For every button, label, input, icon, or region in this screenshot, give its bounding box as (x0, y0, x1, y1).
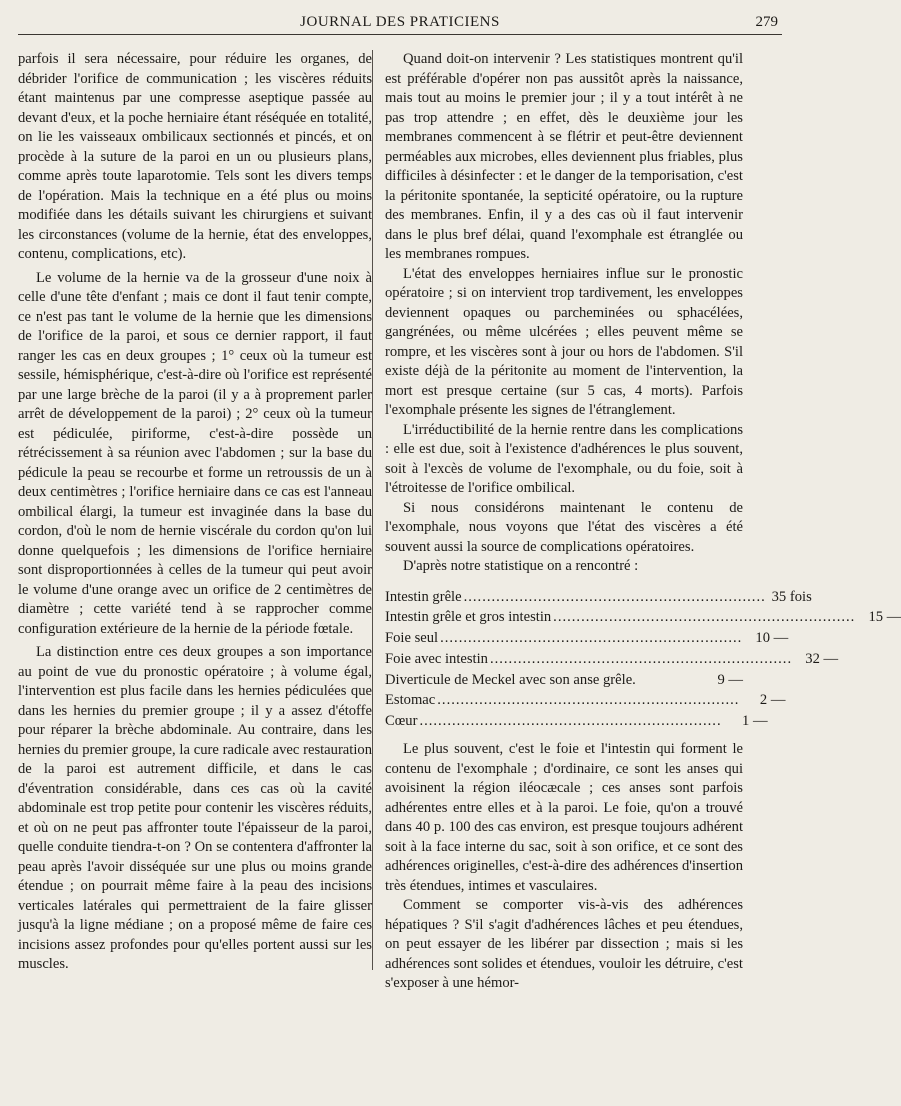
left-column (18, 50, 372, 975)
row-value: 9 — (717, 671, 743, 688)
journal-title: JOURNAL DES PRATICIENS (300, 14, 500, 30)
table-row (385, 711, 768, 732)
paragraph: Quand doit-on intervenir ? Les statistiques montrent qu'il est préférable d'opérer non pas aussitôt après la naissance, mais tout au moins le premier jour ; il y a tout intérêt à ne pas trop attendre ; en effet, dès le deuxième jour les membranes commencent à se flétrir et peut-être deviennent perméables aux microbes, elles deviennent plus friables, plus difficiles à désinfecter : et le danger de la temporisation, c'est la péritonite spontanée, la septicité opératoire, ou la rupture des membranes. Enfin, il y a des cas où il faut intervenir dans le plus bref délai, quand l'exomphale est étranglée ou les membranes rompues. (385, 51, 743, 262)
statistics-table (385, 587, 901, 733)
paragraph: Le plus souvent, c'est le foie et l'intestin qui forment le contenu de l'exomphale ; d'ordinaire, ce sont les anses qui avoisinent la région iléocæcale ; ces anses sont parfois adhérentes entre elles et à la paroi. Le foie, qu'on a trouvé dans 40 p. 100 des cas environ, est presque toujours adhérent soit à la face interne du sac, soit à son orifice, et ce sont des adhérences originelles, c'est-à-dire des adhérences d'insertion très étendues, intimes et vasculaires. (385, 741, 743, 894)
table-row (385, 607, 901, 628)
table-row (385, 649, 839, 670)
row-value: 15 — (868, 609, 901, 626)
paragraph: L'état des enveloppes herniaires influe sur le pronostic opératoire ; si on intervient trop tardivement, les enveloppes deviennent opaques ou parcheminées ou sphacélées, gangrénées, ou même ulcérées ; elles peuvent même se rompre, et les viscères sont à jour ou hors de l'abdomen. S'il existe déjà de la péritonite au moment de l'intervention, la mort est presque certaine (sur 5 cas, 4 morts). Parfois l'exomphale présente les signes de l'étranglement. (385, 265, 743, 418)
paragraph: parfois il sera nécessaire, pour réduire les organes, de débrider l'orifice de communication ; les viscères réduits étant maintenus par une compresse aseptique passée au devant d'eux, et la poche herniaire étant réséquée en totalité, on lie les vaisseaux ombilicaux sectionnés et pincés, et on procède à la suture de la paroi en un ou plusieurs plans, comme après toute laparotomie. Tels sont les divers temps de l'opération. Mais la technique en a été plus ou moins modifiée dans les détails suivant les chirurgiens et suivant les circonstances (volume de la hernie, état des enveloppes, contenu, complications, etc). (18, 51, 372, 262)
column-divider (372, 50, 373, 970)
running-header (18, 12, 782, 35)
row-label: Intestin grêle et gros intestin (385, 609, 552, 626)
paragraph: Comment se comporter vis-à-vis des adhérences hépatiques ? S'il s'agit d'adhérences lâches et peu étendues, on peut essayer de les libérer par dissection ; mais si les adhérences sont solides et étendues, vouloir les détruire, c'est s'exposer à une hémor- (385, 897, 743, 992)
row-value: 1 — (742, 713, 768, 730)
row-value: 10 — (755, 630, 789, 647)
row-value: 32 — (805, 650, 839, 667)
paragraph: Si nous considérons maintenant le contenu de l'exomphale, nous voyons que l'état des viscères a été souvent aussi la source de complications opératoires. (385, 499, 743, 555)
leader-dots: ................................................................. (553, 609, 856, 626)
table-row (385, 670, 743, 691)
row-label: Estomac (385, 692, 436, 709)
paragraph: La distinction entre ces deux groupes a son importance au point de vue du pronostic opératoire ; à volume égal, l'intervention est plus facile dans les hernies pédiculées que dans les hernies du premier groupe ; il y a assez d'étoffe pour réparer la brèche abdominale. Au contraire, dans les hernies du premier groupe, la cure radicale avec restauration de la paroi est autrement difficile, et dans le cas d'éventration considérable, dans ces cas où la cavité abdominale est trop petite pour contenir les viscères réduits, et où on ne peut pas affronter toute l'épaisseur de la paroi, quelle conduite tiendra-t-on ? On se contentera d'affronter la peau après l'avoir disséquée sur une plus ou moins grande étendue ; on pourrait même faire à la peau des incisions verticales latérales qui permettraient de la faire glisser jusqu'à la ligne médiane ; on a proposé même de faire ces incisions assez profondes pour qu'elles portent aussi sur les muscles. (18, 644, 372, 972)
paragraph: L'irréductibilité de la hernie rentre dans les complications : elle est due, soit à l'existence d'adhérences le plus souvent, soit à l'excès de volume de l'exomphale, ou du foie, soit à l'étroitesse de l'orifice ombilical. (385, 421, 743, 496)
leader-dots: ................................................................. (489, 650, 793, 667)
row-value: 2 — (759, 692, 786, 709)
table-row (385, 628, 789, 649)
page-number: 279 (755, 14, 778, 30)
right-column (385, 50, 901, 994)
leader-dots: ................................................................. (437, 692, 740, 709)
table-row (385, 690, 786, 711)
leader-dots: ................................................................. (440, 630, 743, 647)
row-label: Intestin grêle (385, 588, 462, 605)
leader-dots: ................................................................. (463, 588, 766, 605)
paragraph: Le volume de la hernie va de la grosseur d'une noix à celle d'une tête d'enfant ; mais ce dont il faut tenir compte, ce n'est pas tant le volume de la hernie que les dimensions de l'orifice de la paroi, et sous ce dernier rapport, il faut ranger les cas en deux groupes ; 1° ceux où la tumeur est sessile, hémisphérique, c'est-à-dire où l'orifice est représenté par une large brèche de la paroi (il y a à proprement parler arrêt de développement de la paroi) ; 2° ceux où la tumeur est pédiculée, piriforme, c'est-à-dire possède un rétrécissement à sa réunion avec l'abdomen ; sur la base du pédicule la peau se recourbe et forme un retroussis de un à deux centimètres ; l'orifice herniaire dans ce cas est l'anneau ombilical élargi, la tumeur est invaginée dans la base du cordon, d'où le nom de hernie viscérale du cordon qu'on lui donne quelquefois ; les dimensions de l'orifice herniaire sont disproportionnées à celles de la tumeur qui peut avoir le volume d'une orange avec un orifice de 2 centimètres de diamètre ; cette variété tend à se rapprocher comme configuration extérieure de la hernie de la période fœtale. (18, 269, 372, 637)
row-label: Foie avec intestin (385, 650, 488, 667)
row-label: Foie seul (385, 630, 439, 647)
row-label: Diverticule de Meckel avec son anse grêle. (385, 671, 636, 688)
row-value: 35 fois (771, 588, 812, 605)
row-label: Cœur (385, 713, 418, 730)
leader-dots: ................................................................. (419, 713, 722, 730)
table-row (385, 587, 812, 608)
paragraph: D'après notre statistique on a rencontré : (403, 558, 639, 574)
